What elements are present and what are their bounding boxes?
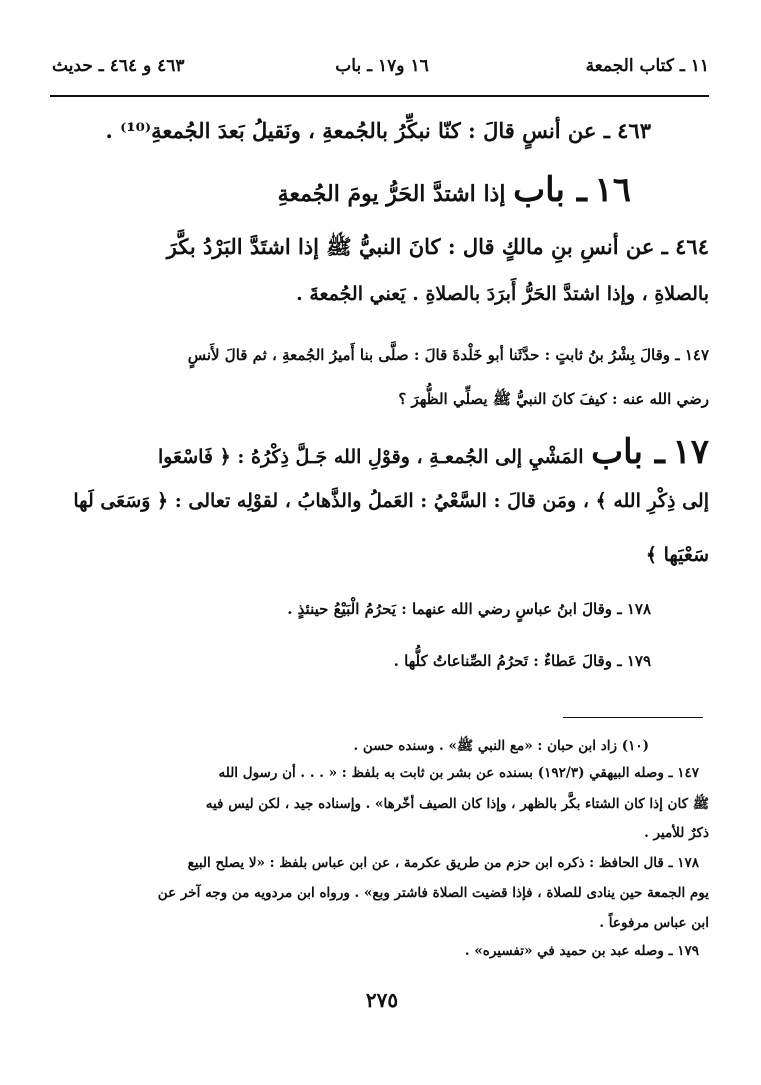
chapter-17-heading [158,432,709,472]
chapter-17-line2: إلى ذِكْرِ الله ﴾ ، ومَن قالَ : السَّعْيُ : العَملُ والذَّهابُ ، لقوْلِه تعالى : ﴿ وَسَعَى لَها [73,490,709,512]
header-rule [50,95,709,97]
chapter-17-label: ـ باب [591,432,665,472]
athar-179: ١٧٩ ـ وقالَ عَطاءٌ : تَحرُمُ الصِّناعاتُ كلُّها . [393,652,651,670]
footnote-rule [563,717,703,718]
footnote-147-line3: ذكرٌ للأمير . [644,825,709,841]
chapter-16-number: ١٦ [594,170,631,210]
chapter-17-line3: سَعْيَها ﴾ [645,544,709,566]
footnote-147-line1: ١٤٧ ـ وصله البيهقي (١٩٢/٣) بسنده عن بشر بن ثابت به بلفظ : « . . . أن رسول الله [218,765,699,781]
page-number: ٢٧٥ [365,988,399,1012]
chapter-16-label: ـ باب [513,170,587,210]
header-chapter: ١١ ـ كتاب الجمعة [585,56,709,76]
footnote-10: (١٠) زاد ابن حبان : «مع النبي ﷺ» . وسنده حسن . [353,738,649,754]
athar-147-line1: ١٤٧ ـ وقالَ بِشْرُ بنُ ثابتٍ : حدَّثَنا أبو خَلْدةَ قالَ : صلَّى بنا أَميرُ الجُمعةِ ، ثم قالَ لأَنسٍ [187,346,709,364]
chapter-16-heading [278,170,631,210]
athar-147-line2: رضي الله عنه : كيفَ كانَ النبيُّ ﷺ يصلِّي الظُّهرَ ؟ [398,390,709,408]
hadith-464-line1: ٤٦٤ ـ عن أنسِ بنِ مالكٍ قال : كانَ النبيُّ ﷺ إذا اشتَدَّ البَرْدُ بكَّرَ [166,234,709,259]
hadith-464-line2: بالصلاةِ ، وإذا اشتدَّ الحَرُّ أَبرَدَ بالصلاةِ . يَعني الجُمعةَ . [296,283,709,305]
chapter-17-text: المَشْيِ إلى الجُمعـةِ ، وقوْلِ الله جَـلَّ ذِكْرُهُ : ﴿ فَاسْعَوا [157,446,584,468]
header-hadith-range: ٤٦٣ و ٤٦٤ ـ حديث [52,56,185,76]
chapter-16-title: إذا اشتدَّ الحَرُّ يومَ الجُمعةِ [277,181,506,207]
footnote-179: ١٧٩ ـ وصله عبد بن حميد في «تفسيره» . [464,943,699,959]
header-sections: ١٦ و١٧ ـ باب [335,56,429,76]
athar-178: ١٧٨ ـ وقالَ ابنُ عباسٍ رضي الله عنهما : يَحرُمُ الْبَيْعُ حينئذٍ . [287,600,651,618]
chapter-17-number: ١٧ [672,432,709,472]
footnote-147-line2: ﷺ كان إذا كان الشتاء بكَّر بالظهر ، وإذا كان الصيف أخّرها» . وإسناده جيد ، لكن ليس فيه [205,796,709,812]
footnote-178-line2: يوم الجمعة حين ينادى للصلاة ، فإذا قضيت الصلاة فاشتر وبع» . ورواه ابن مردويه من وجه آخر عن [157,885,709,901]
footnote-178-line1: ١٧٨ ـ قال الحافظ : ذكره ابن حزم من طريق عكرمة ، عن ابن عباس بلفظ : «لا يصلح البيع [187,855,699,871]
footnote-178-line3: ابن عباس مرفوعاً . [599,915,709,931]
hadith-463: ٤٦٣ ـ عن أنسٍ قالَ : كنّا نبكِّرُ بالجُمعةِ ، ونَقيلُ بَعدَ الجُمعةِ⁽¹⁰⁾ . [105,118,651,143]
